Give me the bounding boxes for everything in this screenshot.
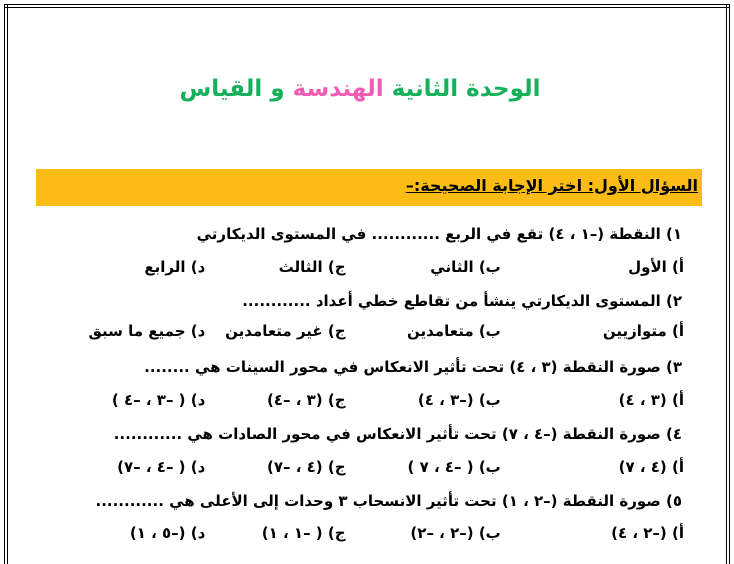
unit-title-part-3: و القياس	[179, 76, 285, 102]
q3-option-c[interactable]: ج) (٣ ، –٤)	[266, 391, 346, 409]
q5-option-a[interactable]: أ) (–٢ ، ٤)	[611, 524, 684, 542]
q5-option-b[interactable]: ب) (–٢ ، –٢)	[410, 524, 501, 542]
page-border-right	[726, 4, 730, 564]
question-3-options	[44, 391, 684, 409]
question-1-stem: ١) النقطة (–١ ، ٤) تقع في الربع ............ في المستوى الديكارتي	[196, 225, 682, 243]
question-2-options	[44, 322, 684, 340]
unit-title-part-1: الوحدة الثانية	[391, 76, 541, 102]
q3-option-a[interactable]: أ) (٣ ، ٤)	[618, 391, 684, 409]
q5-option-c[interactable]: ج) ( –١ ، ١)	[261, 524, 346, 542]
question-4-options	[44, 458, 684, 476]
question-5-options	[44, 524, 684, 542]
unit-title	[150, 76, 570, 110]
q4-option-a[interactable]: أ) (٤ ، ٧)	[618, 458, 684, 476]
q4-option-c[interactable]: ج) (٤ ، –٧)	[266, 458, 346, 476]
q3-option-d[interactable]: د) ( –٣ ، –٤ )	[111, 391, 206, 409]
page-border-left	[4, 4, 8, 564]
q1-option-d[interactable]: د) الرابع	[144, 258, 206, 276]
question-heading: السؤال الأول: اختر الإجابة الصحيحة:–	[405, 176, 698, 195]
q1-option-a[interactable]: أ) الأول	[628, 258, 684, 276]
q1-option-c[interactable]: ج) الثالث	[278, 258, 346, 276]
unit-title-part-2: الهندسة	[292, 76, 384, 102]
q3-option-b[interactable]: ب) (–٣ ، ٤)	[417, 391, 501, 409]
question-1-options	[44, 258, 684, 276]
q2-option-b[interactable]: ب) متعامدين	[407, 322, 501, 340]
question-3-stem: ٣) صورة النقطة (٣ ، ٤) تحت تأثير الانعكاس في محور السينات هي ........	[144, 358, 682, 376]
question-2-stem: ٢) المستوى الديكارتي ينشأ من تقاطع خطي أعداد ............	[242, 292, 682, 310]
q2-option-c[interactable]: ج) غير متعامدين	[225, 322, 346, 340]
question-4-stem: ٤) صورة النقطة (–٤ ، ٧) تحت تأثير الانعكاس في محور الصادات هي ............	[113, 425, 682, 443]
question-5-stem: ٥) صورة النقطة (–٢ ، ١) تحت تأثير الانسحاب ٣ وحدات إلى الأعلى هي ............	[95, 492, 682, 510]
q2-option-d[interactable]: د) جميع ما سبق	[88, 322, 206, 340]
q4-option-b[interactable]: ب) ( –٤ ، ٧ )	[407, 458, 501, 476]
q1-option-b[interactable]: ب) الثاني	[430, 258, 501, 276]
q2-option-a[interactable]: أ) متوازيين	[602, 322, 684, 340]
q5-option-d[interactable]: د) (–٥ ، ١)	[129, 524, 206, 542]
q4-option-d[interactable]: د) ( –٤ ، –٧)	[117, 458, 206, 476]
page-border-top	[4, 4, 730, 8]
